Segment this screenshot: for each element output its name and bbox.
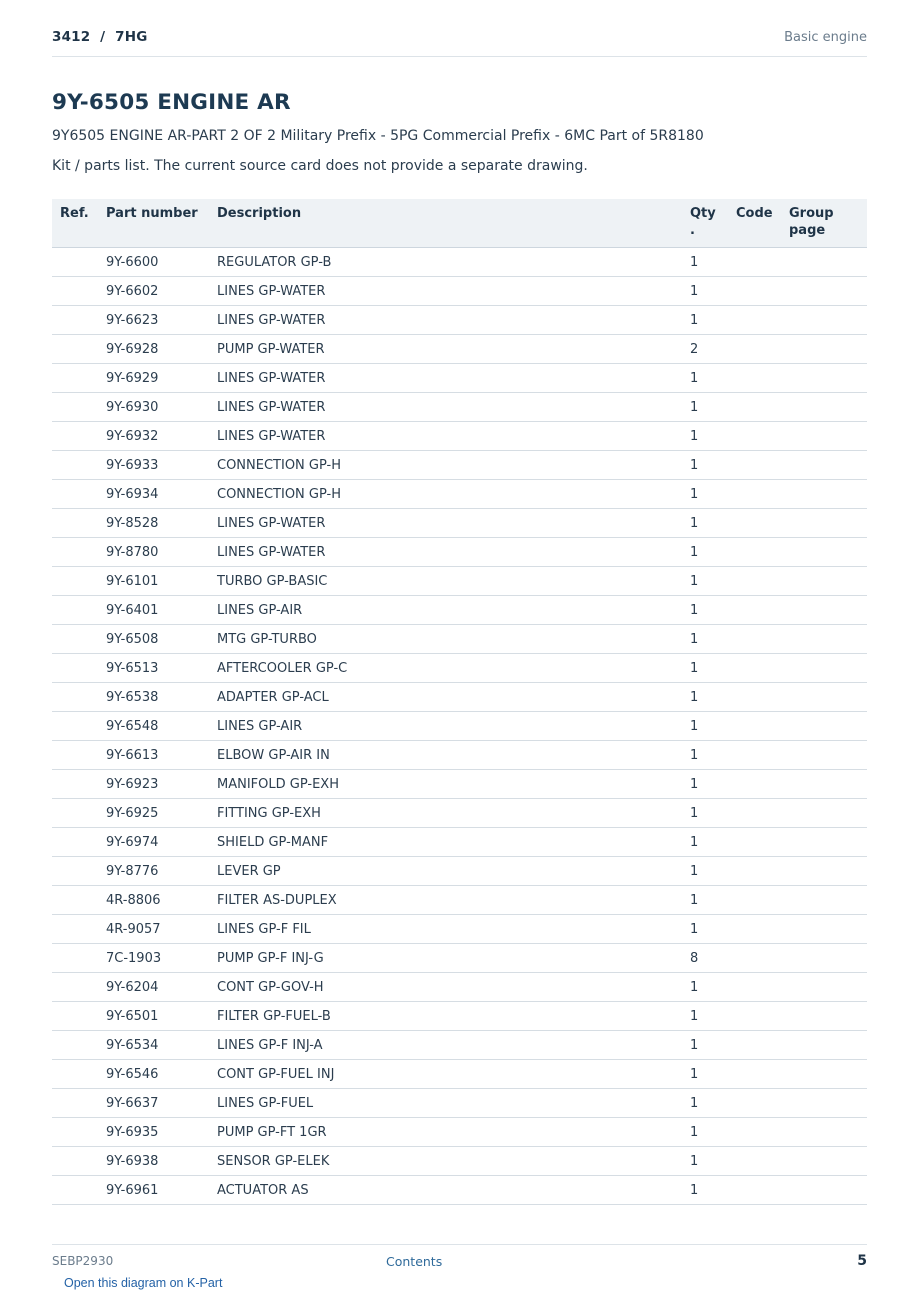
cell-qty: 1 xyxy=(690,712,736,741)
cell-group-page xyxy=(789,1176,867,1205)
cell-code xyxy=(736,1147,789,1176)
cell-code xyxy=(736,306,789,335)
cell-description: LINES GP-F FIL xyxy=(217,915,690,944)
col-group-page-label: Group page xyxy=(789,206,834,238)
cell-code xyxy=(736,335,789,364)
page-subtitle: 9Y6505 ENGINE AR-PART 2 OF 2 Military Prefix - 5PG Commercial Prefix - 6MC Part of 5R8180 xyxy=(52,128,704,144)
cell-qty: 1 xyxy=(690,741,736,770)
cell-qty: 1 xyxy=(690,683,736,712)
cell-ref xyxy=(52,712,106,741)
cell-part-number: 9Y-6546 xyxy=(106,1060,217,1089)
cell-code xyxy=(736,857,789,886)
cell-ref xyxy=(52,857,106,886)
cell-description: LINES GP-WATER xyxy=(217,364,690,393)
cell-group-page xyxy=(789,451,867,480)
table-row xyxy=(52,857,867,886)
page-title: 9Y-6505 ENGINE AR xyxy=(52,90,291,115)
cell-code xyxy=(736,567,789,596)
page-number: 5 xyxy=(857,1253,867,1269)
table-row xyxy=(52,741,867,770)
table-row xyxy=(52,770,867,799)
cell-qty: 1 xyxy=(690,422,736,451)
parts-table-header xyxy=(52,199,867,248)
cell-description: MTG GP-TURBO xyxy=(217,625,690,654)
cell-qty: 1 xyxy=(690,364,736,393)
col-description: Description xyxy=(217,199,690,248)
cell-group-page xyxy=(789,799,867,828)
cell-code xyxy=(736,1176,789,1205)
cell-part-number: 9Y-6508 xyxy=(106,625,217,654)
cell-description: CONNECTION GP-H xyxy=(217,480,690,509)
cell-code xyxy=(736,538,789,567)
cell-qty: 1 xyxy=(690,973,736,1002)
cell-description: CONNECTION GP-H xyxy=(217,451,690,480)
cell-part-number: 9Y-6204 xyxy=(106,973,217,1002)
parts-table-body xyxy=(52,248,867,1205)
cell-part-number: 9Y-6501 xyxy=(106,1002,217,1031)
table-row xyxy=(52,1060,867,1089)
cell-qty: 1 xyxy=(690,1060,736,1089)
cell-qty: 1 xyxy=(690,857,736,886)
table-row xyxy=(52,683,867,712)
cell-code xyxy=(736,1002,789,1031)
page-header xyxy=(52,28,867,57)
cell-ref xyxy=(52,1176,106,1205)
col-ref: Ref. xyxy=(52,199,106,248)
table-row xyxy=(52,335,867,364)
model-breadcrumb: 3412 / 7HG xyxy=(52,29,148,45)
cell-code xyxy=(736,393,789,422)
cell-code xyxy=(736,625,789,654)
cell-group-page xyxy=(789,480,867,509)
cell-group-page xyxy=(789,538,867,567)
cell-description: SHIELD GP-MANF xyxy=(217,828,690,857)
cell-code xyxy=(736,422,789,451)
cell-part-number: 9Y-6623 xyxy=(106,306,217,335)
cell-qty: 1 xyxy=(690,1031,736,1060)
cell-ref xyxy=(52,770,106,799)
cell-group-page xyxy=(789,944,867,973)
document-id: SEBP2930 xyxy=(52,1254,114,1268)
cell-qty: 1 xyxy=(690,770,736,799)
cell-part-number: 9Y-6600 xyxy=(106,248,217,277)
cell-group-page xyxy=(789,422,867,451)
cell-qty: 2 xyxy=(690,335,736,364)
cell-code xyxy=(736,1031,789,1060)
cell-code xyxy=(736,1089,789,1118)
cell-ref xyxy=(52,973,106,1002)
cell-part-number: 4R-9057 xyxy=(106,915,217,944)
cell-code xyxy=(736,886,789,915)
cell-qty: 1 xyxy=(690,1147,736,1176)
page-footer xyxy=(52,1244,867,1275)
cell-description: PUMP GP-FT 1GR xyxy=(217,1118,690,1147)
cell-code xyxy=(736,799,789,828)
cell-code xyxy=(736,480,789,509)
cell-group-page xyxy=(789,857,867,886)
section-name: Basic engine xyxy=(784,30,867,45)
table-row xyxy=(52,393,867,422)
cell-group-page xyxy=(789,625,867,654)
cell-code xyxy=(736,915,789,944)
table-row xyxy=(52,973,867,1002)
cell-qty: 1 xyxy=(690,654,736,683)
cell-part-number: 9Y-6934 xyxy=(106,480,217,509)
table-row xyxy=(52,364,867,393)
cell-group-page xyxy=(789,596,867,625)
cell-ref xyxy=(52,364,106,393)
cell-part-number: 9Y-6602 xyxy=(106,277,217,306)
cell-code xyxy=(736,828,789,857)
cell-part-number: 9Y-6932 xyxy=(106,422,217,451)
cell-group-page xyxy=(789,973,867,1002)
cell-description: LINES GP-AIR xyxy=(217,712,690,741)
cell-code xyxy=(736,451,789,480)
table-row xyxy=(52,625,867,654)
open-kpart-link[interactable]: Open this diagram on K-Part xyxy=(64,1276,223,1290)
parts-table xyxy=(52,199,867,1205)
cell-ref xyxy=(52,625,106,654)
cell-ref xyxy=(52,596,106,625)
cell-ref xyxy=(52,1002,106,1031)
cell-code xyxy=(736,277,789,306)
table-row xyxy=(52,422,867,451)
cell-qty: 1 xyxy=(690,799,736,828)
cell-group-page xyxy=(789,1031,867,1060)
cell-part-number: 9Y-6933 xyxy=(106,451,217,480)
cell-part-number: 9Y-6930 xyxy=(106,393,217,422)
cell-part-number: 4R-8806 xyxy=(106,886,217,915)
cell-ref xyxy=(52,741,106,770)
cell-ref xyxy=(52,1031,106,1060)
cell-part-number: 9Y-6923 xyxy=(106,770,217,799)
cell-group-page xyxy=(789,886,867,915)
cell-description: CONT GP-FUEL INJ xyxy=(217,1060,690,1089)
cell-group-page xyxy=(789,1147,867,1176)
cell-ref xyxy=(52,799,106,828)
cell-ref xyxy=(52,654,106,683)
cell-part-number: 9Y-8780 xyxy=(106,538,217,567)
cell-description: MANIFOLD GP-EXH xyxy=(217,770,690,799)
cell-part-number: 9Y-6613 xyxy=(106,741,217,770)
table-row xyxy=(52,915,867,944)
cell-description: PUMP GP-WATER xyxy=(217,335,690,364)
table-row xyxy=(52,480,867,509)
cell-code xyxy=(736,654,789,683)
table-row xyxy=(52,1147,867,1176)
table-row xyxy=(52,944,867,973)
table-row xyxy=(52,538,867,567)
table-row xyxy=(52,306,867,335)
cell-code xyxy=(736,248,789,277)
cell-ref xyxy=(52,422,106,451)
cell-part-number: 9Y-6101 xyxy=(106,567,217,596)
table-row xyxy=(52,1002,867,1031)
cell-description: LEVER GP xyxy=(217,857,690,886)
cell-qty: 1 xyxy=(690,915,736,944)
cell-group-page xyxy=(789,393,867,422)
cell-description: LINES GP-WATER xyxy=(217,393,690,422)
cell-group-page xyxy=(789,741,867,770)
cell-ref xyxy=(52,1060,106,1089)
cell-qty: 1 xyxy=(690,625,736,654)
cell-code xyxy=(736,741,789,770)
cell-ref xyxy=(52,567,106,596)
cell-code xyxy=(736,770,789,799)
cell-description: LINES GP-WATER xyxy=(217,277,690,306)
cell-part-number: 9Y-6637 xyxy=(106,1089,217,1118)
cell-ref xyxy=(52,509,106,538)
cell-group-page xyxy=(789,654,867,683)
cell-group-page xyxy=(789,509,867,538)
cell-description: FILTER AS-DUPLEX xyxy=(217,886,690,915)
cell-ref xyxy=(52,886,106,915)
col-part-number: Part number xyxy=(106,199,217,248)
cell-part-number: 9Y-6538 xyxy=(106,683,217,712)
cell-part-number: 9Y-6929 xyxy=(106,364,217,393)
cell-part-number: 9Y-6938 xyxy=(106,1147,217,1176)
cell-qty: 1 xyxy=(690,393,736,422)
cell-ref xyxy=(52,248,106,277)
cell-qty: 1 xyxy=(690,248,736,277)
cell-description: AFTERCOOLER GP-C xyxy=(217,654,690,683)
table-row xyxy=(52,712,867,741)
table-row xyxy=(52,509,867,538)
cell-qty: 1 xyxy=(690,567,736,596)
cell-code xyxy=(736,596,789,625)
cell-code xyxy=(736,944,789,973)
cell-part-number: 9Y-6961 xyxy=(106,1176,217,1205)
cell-group-page xyxy=(789,1118,867,1147)
table-row xyxy=(52,596,867,625)
cell-code xyxy=(736,1060,789,1089)
cell-ref xyxy=(52,393,106,422)
cell-qty: 8 xyxy=(690,944,736,973)
cell-group-page xyxy=(789,1002,867,1031)
table-row xyxy=(52,1118,867,1147)
table-row xyxy=(52,451,867,480)
cell-part-number: 9Y-6928 xyxy=(106,335,217,364)
cell-group-page xyxy=(789,770,867,799)
cell-ref xyxy=(52,480,106,509)
contents-link[interactable]: Contents xyxy=(386,1254,443,1269)
cell-qty: 1 xyxy=(690,1118,736,1147)
cell-code xyxy=(736,1118,789,1147)
cell-code xyxy=(736,509,789,538)
cell-group-page xyxy=(789,277,867,306)
cell-ref xyxy=(52,277,106,306)
cell-part-number: 9Y-6925 xyxy=(106,799,217,828)
cell-ref xyxy=(52,538,106,567)
cell-description: LINES GP-WATER xyxy=(217,538,690,567)
cell-qty: 1 xyxy=(690,1002,736,1031)
cell-description: SENSOR GP-ELEK xyxy=(217,1147,690,1176)
table-row xyxy=(52,1031,867,1060)
cell-qty: 1 xyxy=(690,1089,736,1118)
cell-group-page xyxy=(789,712,867,741)
table-row xyxy=(52,828,867,857)
cell-group-page xyxy=(789,683,867,712)
cell-group-page xyxy=(789,915,867,944)
cell-group-page xyxy=(789,828,867,857)
table-row xyxy=(52,654,867,683)
cell-ref xyxy=(52,1118,106,1147)
cell-ref xyxy=(52,944,106,973)
cell-code xyxy=(736,364,789,393)
col-group-page xyxy=(789,199,867,248)
table-row xyxy=(52,886,867,915)
cell-ref xyxy=(52,306,106,335)
cell-description: LINES GP-F INJ-A xyxy=(217,1031,690,1060)
table-row xyxy=(52,567,867,596)
cell-description: ACTUATOR AS xyxy=(217,1176,690,1205)
cell-part-number: 9Y-6401 xyxy=(106,596,217,625)
cell-ref xyxy=(52,451,106,480)
cell-ref xyxy=(52,1089,106,1118)
cell-qty: 1 xyxy=(690,828,736,857)
cell-description: LINES GP-FUEL xyxy=(217,1089,690,1118)
cell-group-page xyxy=(789,335,867,364)
cell-ref xyxy=(52,915,106,944)
table-row xyxy=(52,277,867,306)
cell-description: ELBOW GP-AIR IN xyxy=(217,741,690,770)
cell-part-number: 7C-1903 xyxy=(106,944,217,973)
cell-description: LINES GP-WATER xyxy=(217,306,690,335)
cell-group-page xyxy=(789,1089,867,1118)
page-note: Kit / parts list. The current source card does not provide a separate drawing. xyxy=(52,158,588,174)
cell-part-number: 9Y-6935 xyxy=(106,1118,217,1147)
cell-ref xyxy=(52,335,106,364)
table-row xyxy=(52,1176,867,1205)
cell-code xyxy=(736,712,789,741)
cell-part-number: 9Y-8776 xyxy=(106,857,217,886)
cell-part-number: 9Y-6513 xyxy=(106,654,217,683)
col-code: Code xyxy=(736,199,789,248)
cell-qty: 1 xyxy=(690,1176,736,1205)
cell-qty: 1 xyxy=(690,277,736,306)
cell-part-number: 9Y-6548 xyxy=(106,712,217,741)
cell-qty: 1 xyxy=(690,306,736,335)
cell-part-number: 9Y-6974 xyxy=(106,828,217,857)
cell-description: ADAPTER GP-ACL xyxy=(217,683,690,712)
table-row xyxy=(52,248,867,277)
cell-qty: 1 xyxy=(690,538,736,567)
table-row xyxy=(52,1089,867,1118)
cell-qty: 1 xyxy=(690,451,736,480)
cell-group-page xyxy=(789,306,867,335)
cell-description: TURBO GP-BASIC xyxy=(217,567,690,596)
col-qty xyxy=(690,199,736,248)
cell-group-page xyxy=(789,1060,867,1089)
cell-qty: 1 xyxy=(690,480,736,509)
col-qty-label: Qty . xyxy=(690,206,716,238)
cell-group-page xyxy=(789,364,867,393)
cell-description: REGULATOR GP-B xyxy=(217,248,690,277)
cell-code xyxy=(736,683,789,712)
cell-group-page xyxy=(789,567,867,596)
cell-qty: 1 xyxy=(690,509,736,538)
cell-description: LINES GP-WATER xyxy=(217,509,690,538)
cell-ref xyxy=(52,828,106,857)
cell-description: LINES GP-AIR xyxy=(217,596,690,625)
cell-description: FILTER GP-FUEL-B xyxy=(217,1002,690,1031)
cell-ref xyxy=(52,683,106,712)
cell-description: LINES GP-WATER xyxy=(217,422,690,451)
cell-description: FITTING GP-EXH xyxy=(217,799,690,828)
cell-qty: 1 xyxy=(690,596,736,625)
cell-description: CONT GP-GOV-H xyxy=(217,973,690,1002)
cell-part-number: 9Y-6534 xyxy=(106,1031,217,1060)
cell-part-number: 9Y-8528 xyxy=(106,509,217,538)
table-row xyxy=(52,799,867,828)
cell-description: PUMP GP-F INJ-G xyxy=(217,944,690,973)
cell-qty: 1 xyxy=(690,886,736,915)
cell-ref xyxy=(52,1147,106,1176)
cell-code xyxy=(736,973,789,1002)
cell-group-page xyxy=(789,248,867,277)
